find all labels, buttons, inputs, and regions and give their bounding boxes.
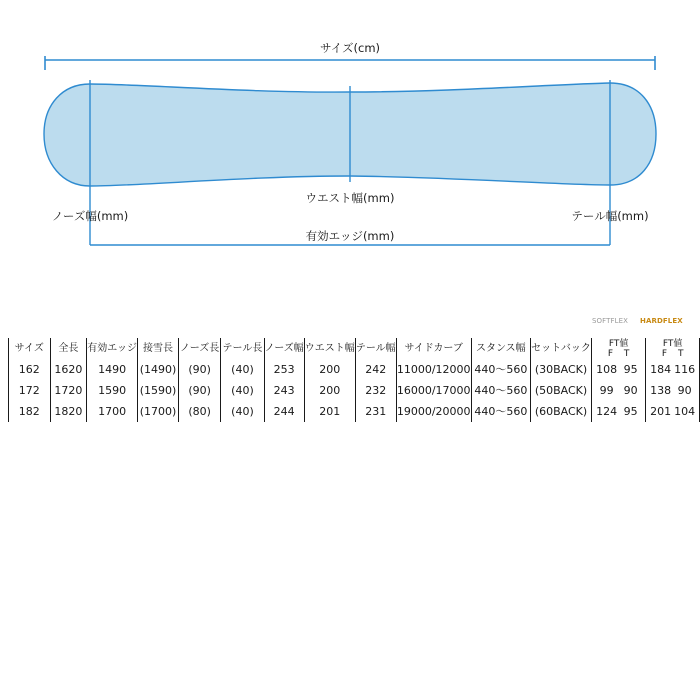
cell-effective-edge: 1590 — [87, 380, 138, 401]
cell-size: 182 — [9, 401, 51, 422]
cell-effective-edge: 1490 — [87, 359, 138, 380]
header-waist-width: ウエスト幅 — [304, 338, 355, 359]
size-dimension-line — [45, 56, 655, 70]
cell-hard-ft-t: 116 — [674, 363, 696, 376]
header-tail-width: テール幅 — [355, 338, 396, 359]
cell-setback: (60BACK) — [531, 401, 592, 422]
cell-soft-ft-t: 90 — [623, 384, 638, 397]
cell-soft-ft-f: 99 — [599, 384, 614, 397]
hard-ft-title: FT値 — [662, 338, 683, 349]
cell-tail-length: (40) — [221, 401, 264, 422]
cell-size: 162 — [9, 359, 51, 380]
cell-hard-ft-f: 201 — [650, 405, 672, 418]
tail-label: テール幅(mm) — [571, 209, 649, 223]
cell-tail-width: 242 — [355, 359, 396, 380]
header-contact-length: 接雪長 — [138, 338, 179, 359]
cell-length: 1820 — [50, 401, 87, 422]
softflex-label: SOFTFLEX — [592, 317, 629, 325]
header-setback: セットバック — [531, 338, 592, 359]
cell-soft-ft — [591, 401, 645, 422]
cell-hard-ft-t: 90 — [677, 384, 692, 397]
cell-waist-width: 201 — [304, 401, 355, 422]
hard-ft-t: T — [677, 348, 684, 359]
cell-waist-width: 200 — [304, 380, 355, 401]
cell-hard-ft-f: 184 — [650, 363, 672, 376]
soft-ft-t: T — [623, 348, 630, 359]
cell-sidecut: 16000/17000 — [396, 380, 471, 401]
cell-hard-ft — [646, 380, 700, 401]
cell-stance-width: 440～560 — [471, 359, 530, 380]
cell-soft-ft-f: 108 — [596, 363, 618, 376]
cell-hard-ft — [646, 401, 700, 422]
header-nose-width: ノーズ幅 — [264, 338, 304, 359]
cell-soft-ft-t: 95 — [623, 405, 638, 418]
cell-hard-ft-f: 138 — [650, 384, 672, 397]
cell-hard-ft — [646, 359, 700, 380]
cell-tail-length: (40) — [221, 359, 264, 380]
cell-hard-ft-t: 104 — [674, 405, 696, 418]
header-nose-length: ノーズ長 — [178, 338, 220, 359]
cell-contact-length: (1590) — [138, 380, 179, 401]
table-row — [9, 401, 700, 422]
cell-nose-length: (90) — [178, 359, 220, 380]
header-row — [9, 338, 700, 359]
cell-length: 1620 — [50, 359, 87, 380]
cell-tail-width: 231 — [355, 401, 396, 422]
cell-contact-length: (1490) — [138, 359, 179, 380]
cell-waist-width: 200 — [304, 359, 355, 380]
cell-nose-length: (80) — [178, 401, 220, 422]
cell-effective-edge: 1700 — [87, 401, 138, 422]
table-row — [9, 380, 700, 401]
header-effective-edge: 有効エッジ — [87, 338, 138, 359]
table-row — [9, 359, 700, 380]
header-soft-ft — [591, 338, 645, 359]
nose-label: ノーズ幅(mm) — [51, 209, 129, 223]
cell-nose-width: 253 — [264, 359, 304, 380]
size-label: サイズ(cm) — [319, 41, 381, 55]
cell-tail-length: (40) — [221, 380, 264, 401]
cell-soft-ft — [591, 380, 645, 401]
waist-label: ウエスト幅(mm) — [305, 191, 395, 205]
soft-ft-f: F — [607, 348, 614, 359]
cell-nose-length: (90) — [178, 380, 220, 401]
header-stance-width: スタンス幅 — [471, 338, 530, 359]
cell-setback: (50BACK) — [531, 380, 592, 401]
soft-ft-title: FT値 — [608, 338, 629, 349]
cell-stance-width: 440～560 — [471, 401, 530, 422]
cell-stance-width: 440～560 — [471, 380, 530, 401]
header-sidecut: サイドカーブ — [396, 338, 471, 359]
header-size: サイズ — [9, 338, 51, 359]
cell-contact-length: (1700) — [138, 401, 179, 422]
hardflex-label: HARDFLEX — [640, 317, 683, 325]
cell-size: 172 — [9, 380, 51, 401]
cell-length: 1720 — [50, 380, 87, 401]
cell-sidecut: 19000/20000 — [396, 401, 471, 422]
cell-soft-ft-t: 95 — [623, 363, 638, 376]
hard-ft-f: F — [661, 348, 668, 359]
cell-sidecut: 11000/12000 — [396, 359, 471, 380]
spec-table — [8, 338, 700, 422]
board-diagram — [0, 0, 700, 260]
header-tail-length: テール長 — [221, 338, 264, 359]
edge-label: 有効エッジ(mm) — [305, 229, 395, 243]
cell-nose-width: 243 — [264, 380, 304, 401]
cell-soft-ft — [591, 359, 645, 380]
cell-setback: (30BACK) — [531, 359, 592, 380]
cell-tail-width: 232 — [355, 380, 396, 401]
header-length: 全長 — [50, 338, 87, 359]
header-hard-ft — [646, 338, 700, 359]
cell-soft-ft-f: 124 — [596, 405, 618, 418]
cell-nose-width: 244 — [264, 401, 304, 422]
